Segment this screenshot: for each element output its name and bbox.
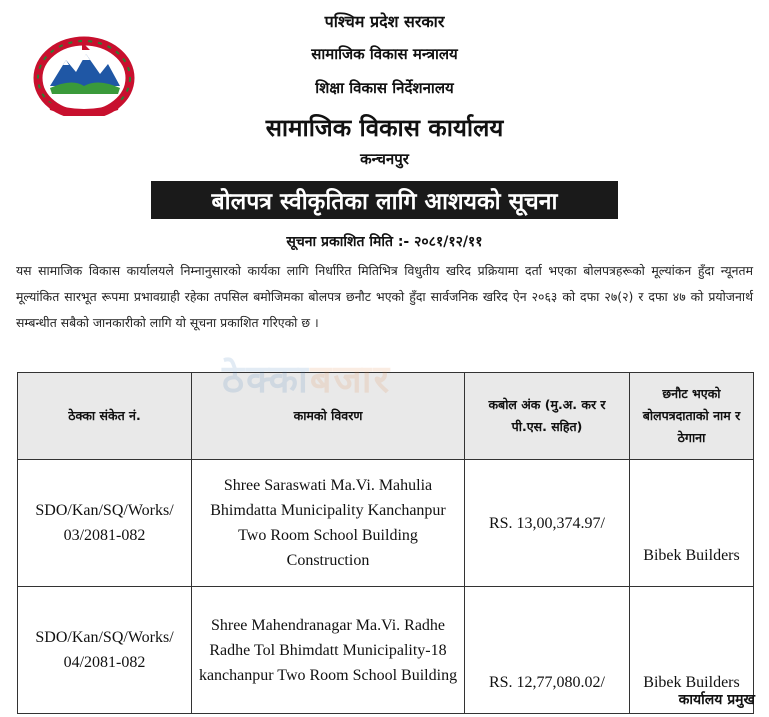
directorate-title: शिक्षा विकास निर्देशनालय <box>315 79 454 97</box>
office-chief-signature-label: कार्यालय प्रमुख <box>678 692 755 708</box>
bidder-cell: Bibek Builders <box>630 587 754 714</box>
header-work-description: कामको विवरण <box>192 373 465 460</box>
work-description-cell: Shree Mahendranagar Ma.Vi. Radhe Radhe Tol Bhimdatt Municipality-18 kanchanpur Two Room School Building <box>192 587 465 714</box>
bid-amount-cell: RS. 12,77,080.02/ <box>465 587 630 714</box>
contract-code-cell: SDO/Kan/SQ/Works/ 03/2081-082 <box>18 460 192 587</box>
bid-table <box>17 372 754 714</box>
province-government-title: पश्चिम प्रदेश सरकार <box>324 12 445 31</box>
header-bid-amount: कबोल अंक (मु.अ. कर र पी.एस. सहित) <box>465 373 630 460</box>
notice-banner: बोलपत्र स्वीकृतिका लागि आशयको सूचना <box>151 181 618 219</box>
table-header-row <box>18 373 754 460</box>
district-title: कन्चनपुर <box>360 150 409 168</box>
contract-code-cell: SDO/Kan/SQ/Works/ 04/2081-082 <box>18 587 192 714</box>
header-contract-code: ठेक्का संकेत नं. <box>18 373 192 460</box>
bid-amount-cell: RS. 13,00,374.97/ <box>465 460 630 587</box>
table-row <box>18 460 754 587</box>
published-date: सूचना प्रकाशित मिति :- २०८१/१२/११ <box>286 234 483 250</box>
bidder-cell: Bibek Builders <box>630 460 754 587</box>
notice-paragraph: यस सामाजिक विकास कार्यालयले निम्नानुसारको कार्यका लागि निर्धारित मितिभित्र विधुतीय खरिद प्रक्रियामा दर्ता भएका बोलपत्रहरूको मूल्यांकन हुँदा न्यूनतम मूल्यांकित सारभूत रूपमा प्रभावग्राही रहेका तपसिल बमोजिमका बोलपत्र छनौट भएको हुँदा सार्वजनिक खरिद ऐन २०६३ को दफा २७(२) र दफा ४७ को प्रयोजनार्थ सम्बन्धीत सबैको जानकारीको लागि यो सूचना प्रकाशित गरिएको छ । <box>16 263 753 330</box>
work-description-cell: Shree Saraswati Ma.Vi. Mahulia Bhimdatta Municipality Kanchanpur Two Room School Building Construction <box>192 460 465 587</box>
table-row <box>18 587 754 714</box>
header-selected-bidder: छनौट भएको बोलपत्रदाताको नाम र ठेगाना <box>630 373 754 460</box>
ministry-title: सामाजिक विकास मन्त्रालय <box>311 45 458 63</box>
office-title: सामाजिक विकास कार्यालय <box>265 114 504 142</box>
